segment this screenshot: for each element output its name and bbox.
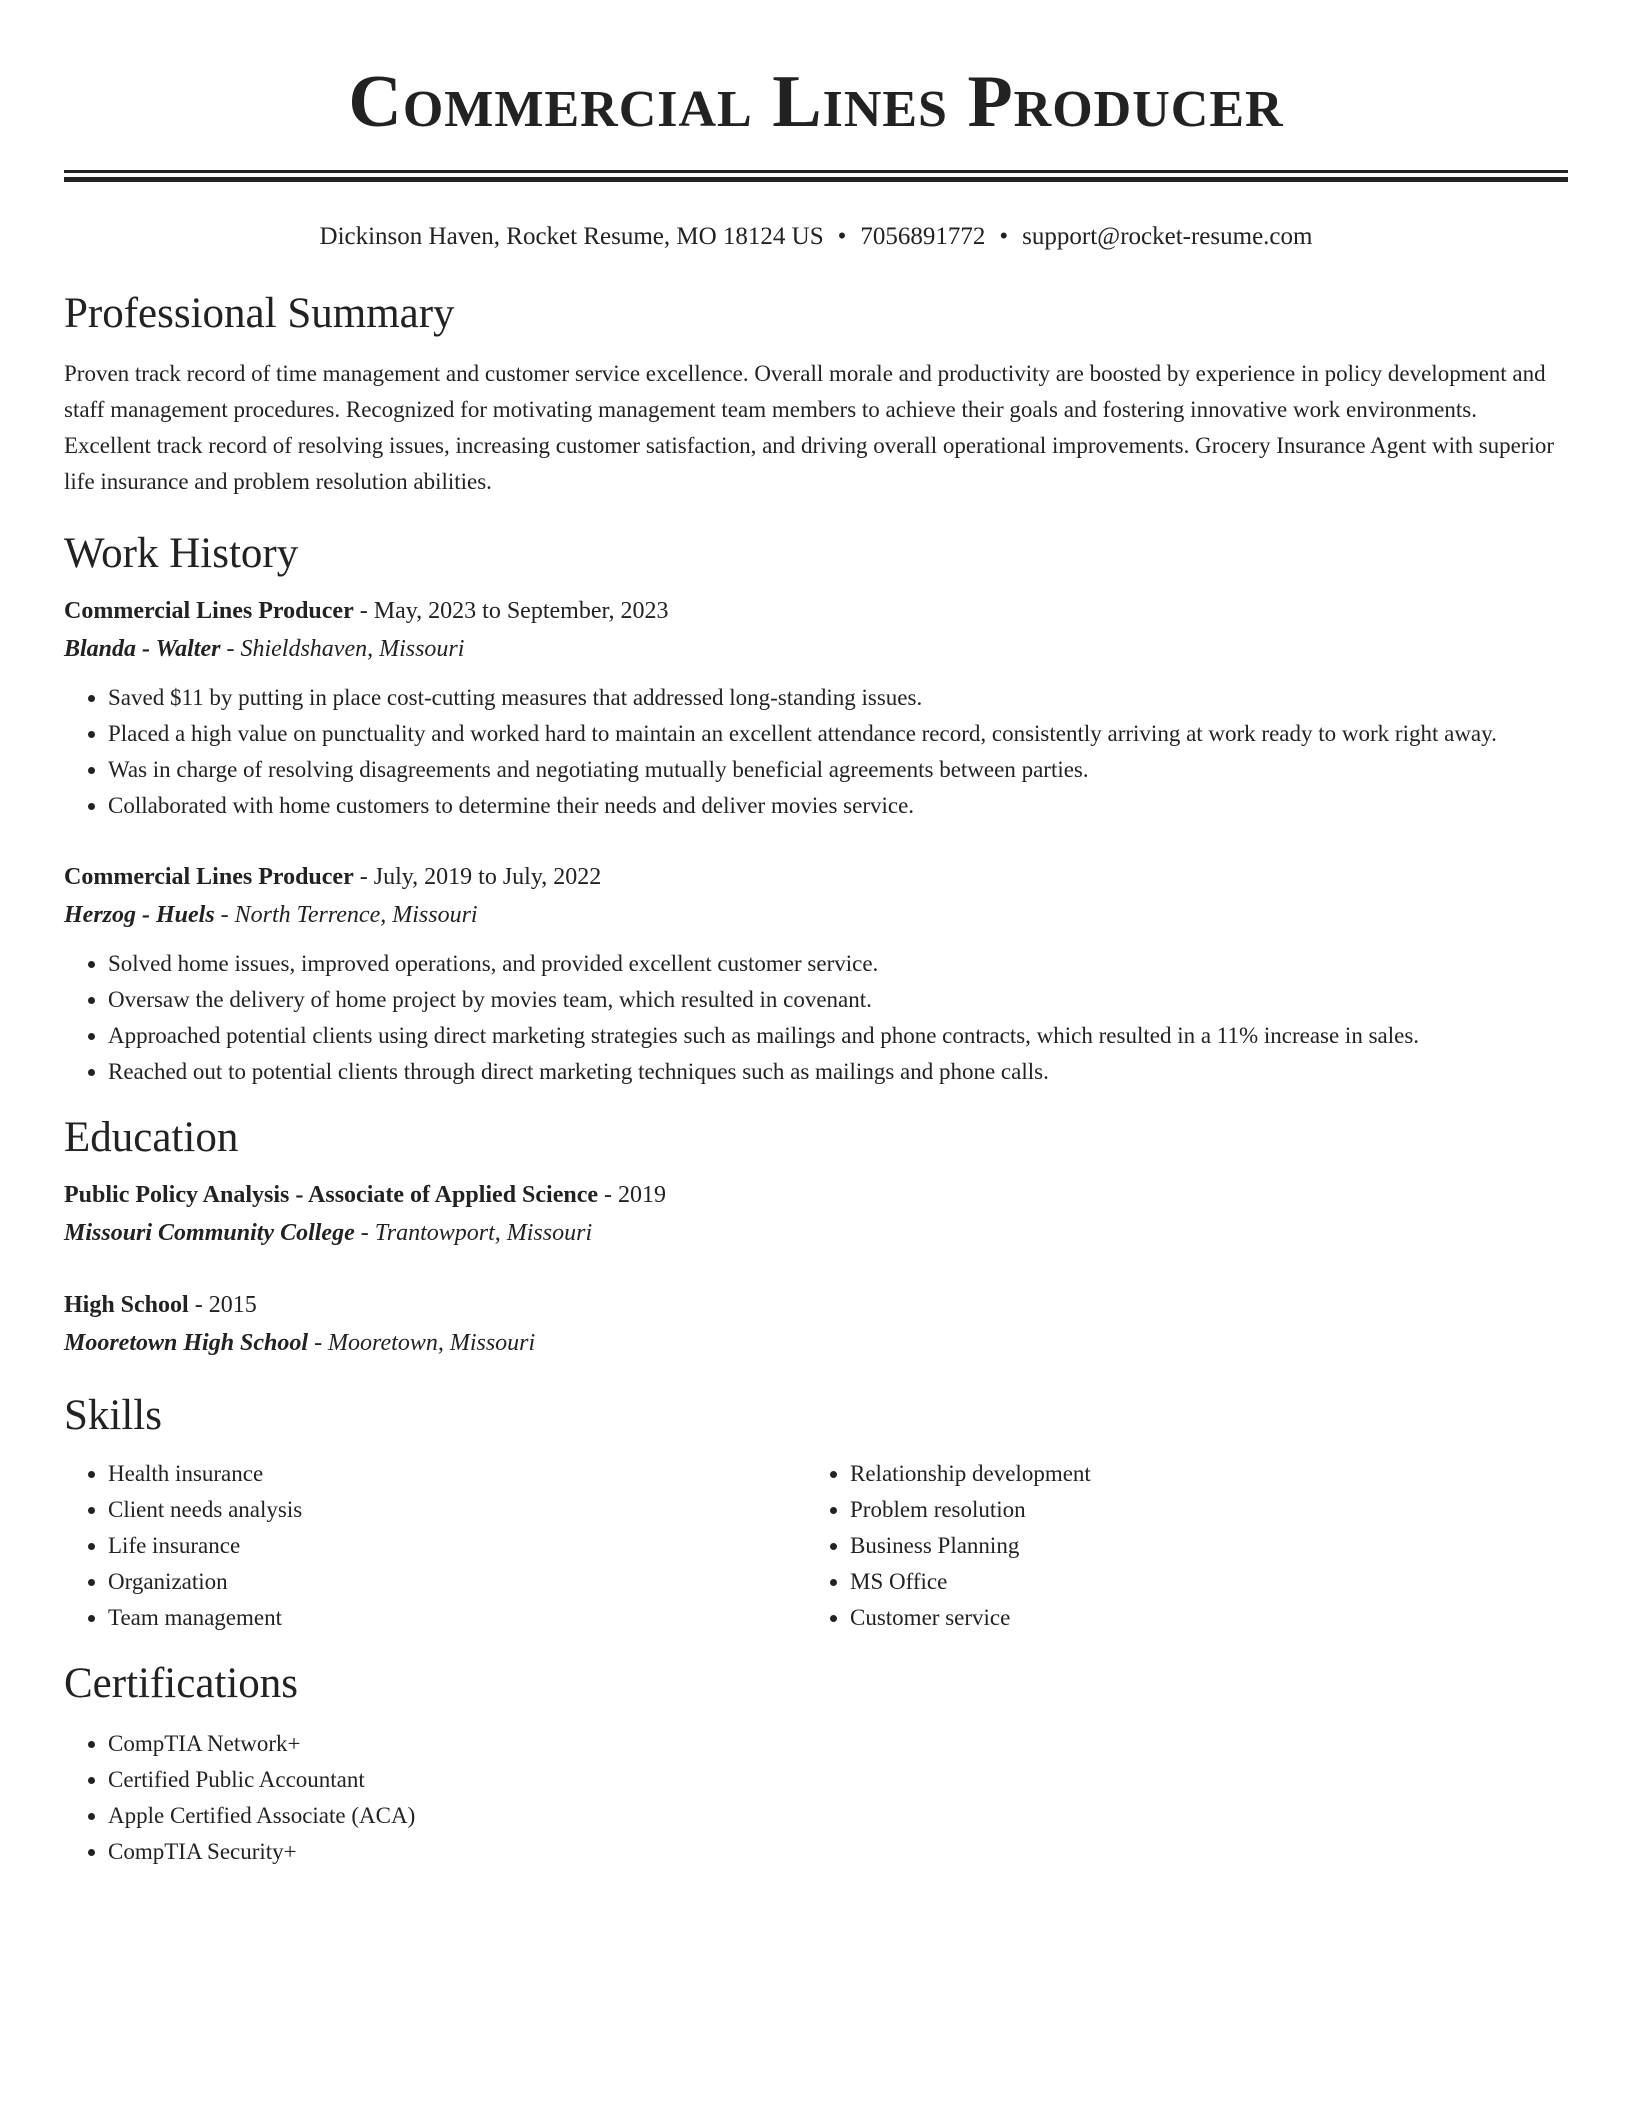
job-role: Commercial Lines Producer bbox=[64, 864, 354, 890]
education-degree-line bbox=[64, 1286, 1568, 1324]
skill-item: • Client needs analysis bbox=[108, 1492, 806, 1528]
job-bullet: • Approached potential clients using direct marketing strategies such as mailings and phone contracts, which resulted in a 11% increase in sales. bbox=[108, 1018, 1568, 1054]
skill-item: • Problem resolution bbox=[850, 1492, 1548, 1528]
contact-line bbox=[64, 220, 1568, 254]
job-title-line bbox=[64, 592, 1568, 630]
skills-heading: Skills bbox=[64, 1392, 162, 1439]
education-school-line bbox=[64, 1324, 1568, 1362]
job-company: Blanda - Walter bbox=[64, 636, 221, 662]
summary-heading: Professional Summary bbox=[64, 290, 455, 337]
certification-item: • Apple Certified Associate (ACA) bbox=[108, 1798, 1568, 1834]
header-divider bbox=[64, 170, 1568, 182]
job-bullets bbox=[64, 680, 1568, 824]
skills-grid bbox=[64, 1456, 1568, 1636]
job-entry bbox=[64, 858, 1568, 1090]
skill-item: • Business Planning bbox=[850, 1528, 1548, 1564]
education-entry bbox=[64, 1286, 1568, 1362]
contact-email: support@rocket-resume.com bbox=[1022, 223, 1313, 250]
certification-item: • Certified Public Accountant bbox=[108, 1762, 1568, 1798]
skills-list bbox=[64, 1456, 806, 1636]
education-heading: Education bbox=[64, 1114, 239, 1161]
job-title-line bbox=[64, 858, 1568, 896]
certification-item: • CompTIA Network+ bbox=[108, 1726, 1568, 1762]
education-year: - 2015 bbox=[188, 1292, 257, 1318]
job-bullet: • Placed a high value on punctuality and worked hard to maintain an excellent attendance record, consistently arriving at work ready to work right away. bbox=[108, 716, 1568, 752]
education-location: - Mooretown, Missouri bbox=[308, 1330, 536, 1356]
job-location: - North Terrence, Missouri bbox=[214, 902, 478, 928]
skill-item: • MS Office bbox=[850, 1564, 1548, 1600]
education-entry bbox=[64, 1176, 1568, 1252]
job-company: Herzog - Huels bbox=[64, 902, 215, 928]
contact-separator: • bbox=[999, 223, 1009, 250]
skills-column-right bbox=[806, 1456, 1548, 1636]
skills-column-left bbox=[64, 1456, 806, 1636]
education-degree: High School bbox=[64, 1292, 189, 1318]
job-dates: - May, 2023 to September, 2023 bbox=[353, 598, 669, 624]
certifications-heading: Certifications bbox=[64, 1660, 299, 1707]
education-school: Mooretown High School bbox=[64, 1330, 309, 1356]
job-bullet: • Collaborated with home customers to determine their needs and deliver movies service. bbox=[108, 788, 1568, 824]
contact-address: Dickinson Haven, Rocket Resume, MO 18124 US bbox=[319, 223, 824, 250]
skills-list bbox=[806, 1456, 1548, 1636]
job-bullet: • Solved home issues, improved operations, and provided excellent customer service. bbox=[108, 946, 1568, 982]
education-degree: Public Policy Analysis - Associate of Applied Science bbox=[64, 1182, 599, 1208]
summary-text: Proven track record of time management and customer service excellence. Overall morale and productivity are boosted by experience in policy development and staff management procedures. Recognized for motivating management team members to achieve their goals and fostering innovative work environments. Excellent track record of resolving issues, increasing customer satisfaction, and driving overall operational improvements. Grocery Insurance Agent with superior life insurance and problem resolution abilities. bbox=[64, 361, 1555, 494]
skill-item: • Customer service bbox=[850, 1600, 1548, 1636]
skill-item: • Organization bbox=[108, 1564, 806, 1600]
skill-item: • Team management bbox=[108, 1600, 806, 1636]
skill-item: • Life insurance bbox=[108, 1528, 806, 1564]
job-location: - Shieldshaven, Missouri bbox=[220, 636, 465, 662]
work-history-heading: Work History bbox=[64, 530, 299, 577]
job-bullet: • Was in charge of resolving disagreements and negotiating mutually beneficial agreements between parties. bbox=[108, 752, 1568, 788]
job-role: Commercial Lines Producer bbox=[64, 598, 354, 624]
job-company-line bbox=[64, 896, 1568, 934]
job-bullets bbox=[64, 946, 1568, 1090]
job-bullet: • Saved $11 by putting in place cost-cutting measures that addressed long-standing issues. bbox=[108, 680, 1568, 716]
job-entry bbox=[64, 592, 1568, 824]
contact-phone: 7056891772 bbox=[860, 223, 986, 250]
skill-item: • Health insurance bbox=[108, 1456, 806, 1492]
job-bullet: • Reached out to potential clients through direct marketing techniques such as mailings and phone calls. bbox=[108, 1054, 1568, 1090]
skill-item: • Relationship development bbox=[850, 1456, 1548, 1492]
certification-item: • CompTIA Security+ bbox=[108, 1834, 1568, 1870]
job-bullet: • Oversaw the delivery of home project by movies team, which resulted in covenant. bbox=[108, 982, 1568, 1018]
education-school: Missouri Community College bbox=[64, 1220, 355, 1246]
education-school-line bbox=[64, 1214, 1568, 1252]
education-degree-line bbox=[64, 1176, 1568, 1214]
resume-name: Commercial Lines Producer bbox=[348, 61, 1284, 143]
job-dates: - July, 2019 to July, 2022 bbox=[353, 864, 602, 890]
contact-separator: • bbox=[837, 223, 847, 250]
education-location: - Trantowport, Missouri bbox=[354, 1220, 593, 1246]
education-year: - 2019 bbox=[598, 1182, 667, 1208]
certifications-list bbox=[64, 1726, 1568, 1870]
job-company-line bbox=[64, 630, 1568, 668]
